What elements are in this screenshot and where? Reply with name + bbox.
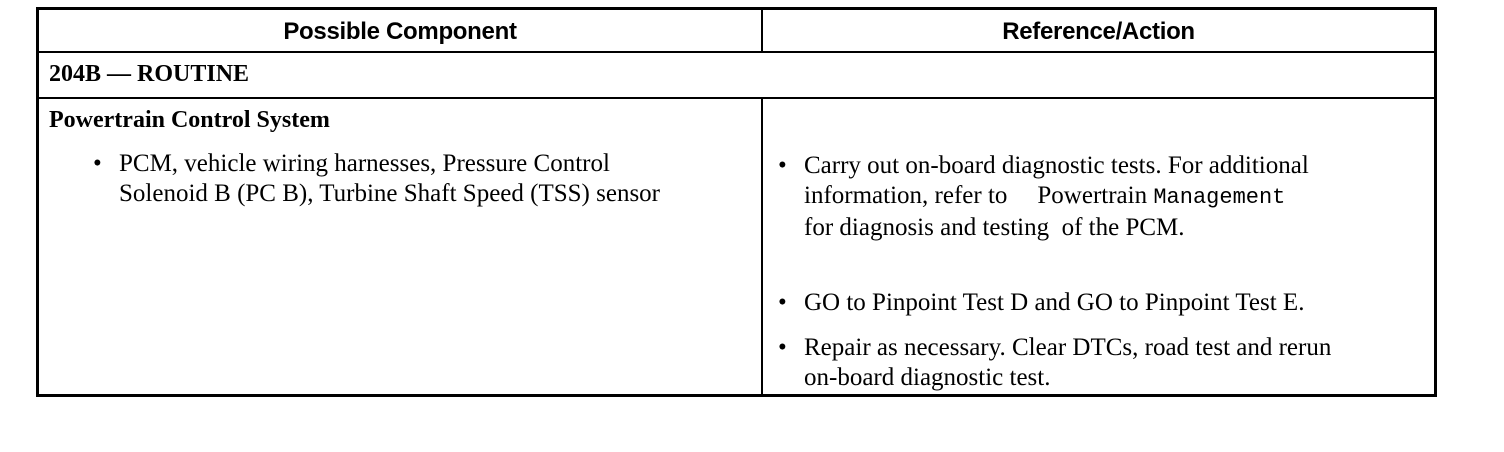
bullet-icon: •: [778, 334, 787, 361]
component-item-line-2: Solenoid B (PC B), Turbine Shaft Speed (TSS) sensor: [119, 180, 661, 207]
header-action-label: Reference/Action: [1002, 18, 1195, 45]
component-item-text: [119, 149, 660, 209]
action-item-text: [804, 288, 1304, 318]
diagnostic-table: [36, 7, 1437, 397]
management-link[interactable]: Management: [1153, 185, 1286, 210]
action-1-line-3: [804, 213, 1309, 243]
section-row: [39, 53, 1434, 99]
action-1-line-1: Carry out on-board diagnostic tests. For additional: [804, 152, 1309, 179]
group-title: Powertrain Control System: [49, 107, 330, 133]
action-1-line-2: [804, 181, 1309, 213]
component-item-line-1: PCM, vehicle wiring harnesses, Pressure Control: [119, 150, 610, 177]
table-header-row: [39, 10, 1434, 53]
bullet-icon: •: [778, 289, 787, 316]
bullet-icon: •: [778, 152, 787, 179]
section-title: 204B — ROUTINE: [49, 61, 250, 87]
header-cell-action: [763, 10, 1434, 51]
action-3-line-2: on-board diagnostic test.: [804, 364, 1051, 391]
action-1-line-3-suffix: of the PCM.: [1061, 214, 1185, 241]
component-cell: [39, 99, 763, 394]
action-2-line-1: GO to Pinpoint Test D and GO to Pinpoint Test E.: [804, 289, 1305, 316]
powertrain-link[interactable]: Powertrain: [1037, 182, 1148, 209]
action-cell: [763, 99, 1434, 394]
action-1-line-3-prefix: for diagnosis and testing: [804, 214, 1050, 241]
table-body-row: [39, 99, 1434, 394]
action-item-text: [804, 333, 1331, 393]
action-item-text: [804, 151, 1309, 243]
bullet-icon: •: [93, 150, 102, 177]
action-3-line-1: Repair as necessary. Clear DTCs, road test and rerun: [804, 334, 1332, 361]
header-component-label: Possible Component: [283, 18, 517, 45]
action-1-line-2-prefix: information, refer to: [804, 182, 1008, 209]
header-cell-component: [39, 10, 763, 51]
